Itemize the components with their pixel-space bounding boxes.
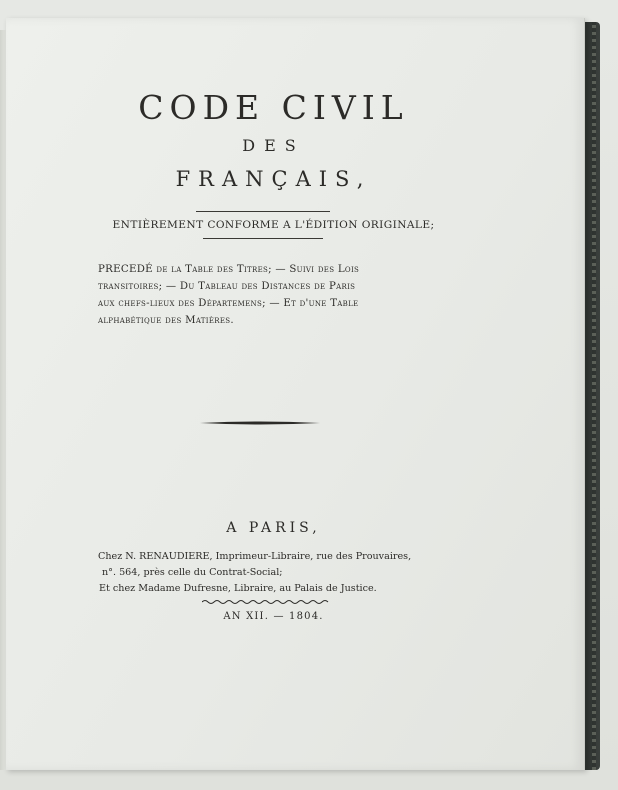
imprint-line-2: n°. 564, près celle du Contrat-Social; bbox=[102, 567, 283, 578]
imprint-line-3: Et chez Madame Dufresne, Libraire, au Palais de Justice. bbox=[99, 583, 377, 594]
ornament-rule bbox=[199, 420, 321, 426]
title-line-1: CODE CIVIL bbox=[138, 88, 409, 127]
description-line-4: alphabétique des Matières. bbox=[98, 315, 234, 326]
rule-bottom bbox=[203, 238, 323, 239]
subtitle: ENTIÈREMENT CONFORME A L'ÉDITION ORIGINALE; bbox=[112, 219, 435, 231]
rule-top bbox=[196, 211, 330, 212]
title-line-2: DES bbox=[242, 136, 305, 155]
imprint-date: AN XII. — 1804. bbox=[223, 611, 324, 622]
wavy-rule bbox=[202, 599, 332, 605]
imprint-line-1: Chez N. RENAUDIERE, Imprimeur-Libraire, rue des Prouvaires, bbox=[98, 551, 412, 562]
title-line-3: FRANÇAIS, bbox=[175, 167, 372, 191]
imprint-city: A PARIS, bbox=[226, 520, 321, 536]
description-line-2: transitoires; — Du Tableau des Distances de Paris bbox=[98, 281, 356, 292]
description-line-3: aux chefs-lieux des Départemens; — Et d'une Table bbox=[98, 298, 359, 309]
description-line-1: PRECEDÉ de la Table des Titres; — Suivi des Lois bbox=[98, 264, 360, 275]
title-page bbox=[6, 18, 585, 770]
